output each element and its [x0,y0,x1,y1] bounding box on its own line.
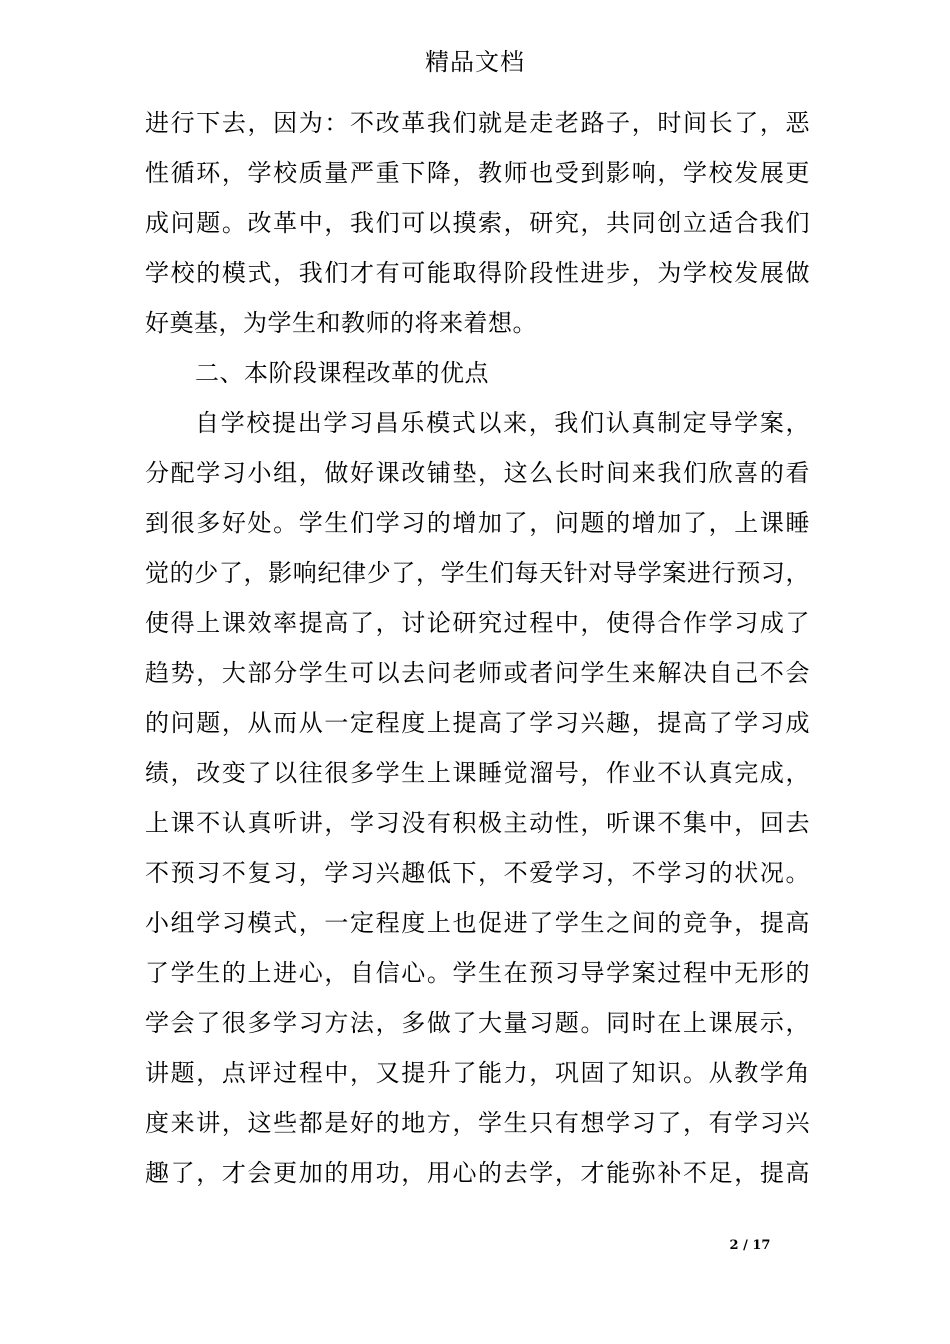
document-header-title: 精品文档 [425,48,525,76]
document-body [145,98,810,1198]
body-line: 了学生的上进心，自信心。学生在预习导学案过程中无形的 [145,959,810,987]
body-line: 度来讲，这些都是好的地方，学生只有想学习了，有学习兴 [145,1109,810,1137]
body-line: 自学校提出学习昌乐模式以来，我们认真制定导学案， [195,409,810,437]
body-line: 分配学习小组，做好课改铺垫，这么长时间来我们欣喜的看 [145,459,810,487]
body-line: 学校的模式，我们才有可能取得阶段性进步，为学校发展做 [145,259,810,287]
body-line: 小组学习模式，一定程度上也促进了学生之间的竞争，提高 [145,909,810,937]
body-line: 成问题。改革中，我们可以摸索，研究，共同创立适合我们 [145,209,810,237]
body-line: 的问题，从而从一定程度上提高了学习兴趣，提高了学习成 [145,709,810,737]
section-heading: 二、本阶段课程改革的优点 [195,359,489,387]
page-number: 2 / 17 [729,1238,771,1253]
body-line: 好奠基，为学生和教师的将来着想。 [145,309,537,337]
body-line: 性循环，学校质量严重下降，教师也受到影响，学校发展更 [145,159,810,187]
body-line: 绩，改变了以往很多学生上课睡觉溜号，作业不认真完成， [145,759,810,787]
body-line: 到很多好处。学生们学习的增加了，问题的增加了，上课睡 [145,509,810,537]
body-line: 趋势，大部分学生可以去问老师或者问学生来解决自己不会 [145,659,810,687]
body-line: 进行下去，因为：不改革我们就是走老路子，时间长了，恶 [145,109,810,137]
body-line: 不预习不复习，学习兴趣低下，不爱学习，不学习的状况。 [145,859,810,887]
body-line: 上课不认真听讲，学习没有积极主动性，听课不集中，回去 [145,809,810,837]
body-line: 趣了，才会更加的用功，用心的去学，才能弥补不足，提高 [145,1159,810,1187]
body-line: 讲题，点评过程中，又提升了能力，巩固了知识。从教学角 [145,1059,810,1087]
body-line: 觉的少了，影响纪律少了，学生们每天针对导学案进行预习， [145,559,810,587]
body-line: 使得上课效率提高了，讨论研究过程中，使得合作学习成了 [145,609,810,637]
body-line: 学会了很多学习方法，多做了大量习题。同时在上课展示， [145,1009,810,1037]
